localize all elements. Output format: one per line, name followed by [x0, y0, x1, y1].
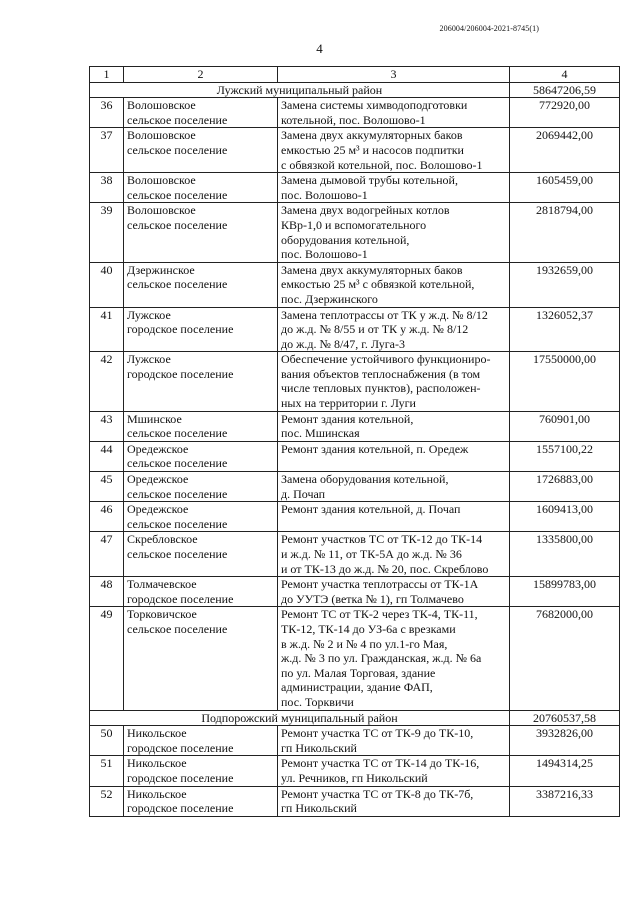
description-line: вания объектов теплоснабжения (в том	[281, 366, 481, 381]
description-line: ных на территории г. Луги	[281, 396, 416, 411]
description-cell	[278, 203, 510, 262]
table-row	[90, 307, 620, 352]
description-cell	[278, 607, 510, 710]
description-line: и ж.д. № 11, от ТК-5А до ж.д. № 36	[281, 547, 462, 561]
settlement-line: Оредежское	[127, 441, 189, 456]
row-number: 51	[90, 756, 124, 786]
amount-cell: 1609413,00	[510, 502, 620, 532]
description-cell	[278, 352, 510, 411]
row-number: 52	[90, 786, 124, 816]
amount-cell: 1605459,00	[510, 173, 620, 203]
row-number: 37	[90, 128, 124, 173]
description-line: Замена двух аккумуляторных баков	[281, 128, 463, 143]
amount-cell: 3387216,33	[510, 786, 620, 816]
settlement-cell	[124, 128, 278, 173]
table-row	[90, 128, 620, 173]
description-line: Замена двух аккумуляторных баков	[281, 262, 463, 277]
description-line: пос. Волошово-1	[281, 187, 368, 202]
settlement-line: Скребловское	[127, 532, 198, 547]
description-cell	[278, 726, 510, 756]
settlement-cell	[124, 756, 278, 786]
description-line: Обеспечение устойчивого функциониро-	[281, 352, 491, 367]
row-number: 36	[90, 98, 124, 128]
settlement-cell	[124, 607, 278, 710]
description-line: емкостью 25 м³ с обвязкой котельной,	[281, 277, 475, 292]
settlement-line: сельское поселение	[127, 516, 228, 531]
settlement-line: Оредежское	[127, 502, 189, 517]
settlement-line: Волошовское	[127, 128, 196, 143]
header-cell-3: 3	[278, 67, 510, 83]
row-number: 43	[90, 411, 124, 441]
settlement-line: Дзержинское	[127, 262, 195, 277]
description-cell	[278, 173, 510, 203]
description-cell	[278, 307, 510, 352]
district-amount: 20760537,58	[510, 710, 620, 726]
description-line: пос. Торквичи	[281, 694, 354, 709]
description-cell	[278, 756, 510, 786]
description-line: ул. Речников, гп Никольский	[281, 770, 428, 785]
amount-cell: 1326052,37	[510, 307, 620, 352]
table-row	[90, 441, 620, 471]
settlement-cell	[124, 307, 278, 352]
table-row	[90, 411, 620, 441]
description-line: в ж.д. № 2 и № 4 по ул.1-го Мая,	[281, 636, 448, 651]
table-row	[90, 726, 620, 756]
description-line: до ж.д. № 8/55 и от ТК у ж.д. № 8/12	[281, 322, 469, 337]
row-number: 48	[90, 577, 124, 607]
amount-cell: 15899783,00	[510, 577, 620, 607]
description-line: Замена системы химводоподготовки	[281, 98, 468, 113]
district-name: Лужский муниципальный район	[90, 82, 510, 98]
description-line: Ремонт участка ТС от ТК-8 до ТК-7б,	[281, 786, 474, 801]
amount-cell: 1932659,00	[510, 262, 620, 307]
row-number: 42	[90, 352, 124, 411]
settlement-line: сельское поселение	[127, 217, 228, 232]
description-line: КВр-1,0 и вспомогательного	[281, 217, 427, 232]
header-cell-2: 2	[124, 67, 278, 83]
settlement-line: городское поселение	[127, 740, 234, 755]
table-row	[90, 786, 620, 816]
description-line: Замена двух водогрейных котлов	[281, 203, 450, 218]
district-name: Подпорожский муниципальный район	[90, 710, 510, 726]
description-cell	[278, 532, 510, 577]
settlement-line: Толмачевское	[127, 577, 197, 592]
settlement-cell	[124, 203, 278, 262]
settlement-line: Оредежское	[127, 472, 189, 487]
description-line: и от ТК-13 до ж.д. № 20, пос. Скреблово	[281, 561, 489, 576]
amount-cell: 1557100,22	[510, 441, 620, 471]
amount-cell: 3932826,00	[510, 726, 620, 756]
settlement-line: сельское поселение	[127, 187, 228, 202]
page-number: 4	[316, 41, 323, 56]
description-cell	[278, 411, 510, 441]
header-cell-1: 1	[90, 67, 124, 83]
description-line: до ж.д. № 8/47, г. Луга-3	[281, 336, 405, 351]
settlement-line: Мшинское	[127, 411, 182, 426]
table-row	[90, 756, 620, 786]
row-number: 40	[90, 262, 124, 307]
settlement-line: сельское поселение	[127, 621, 228, 636]
settlement-line: Никольское	[127, 756, 187, 771]
settlement-cell	[124, 411, 278, 441]
description-line: Ремонт участка ТС от ТК-14 до ТК-16,	[281, 756, 480, 771]
description-line: числе тепловых пунктов), расположен-	[281, 381, 481, 396]
description-cell	[278, 98, 510, 128]
row-number: 44	[90, 441, 124, 471]
row-number: 47	[90, 532, 124, 577]
settlement-line: Волошовское	[127, 98, 196, 113]
description-line: Ремонт здания котельной,	[281, 411, 414, 426]
amount-cell: 2818794,00	[510, 203, 620, 262]
description-line: Ремонт здания котельной, д. Почап	[281, 502, 461, 517]
settlement-line: Никольское	[127, 786, 187, 801]
table-row	[90, 173, 620, 203]
description-line: котельной, пос. Волошово-1	[281, 112, 426, 127]
district-row	[90, 82, 620, 98]
settlement-line: городское поселение	[127, 366, 234, 381]
funding-table	[89, 66, 620, 817]
settlement-line: Лужское	[127, 352, 171, 367]
description-line: оборудования котельной,	[281, 232, 410, 247]
settlement-cell	[124, 262, 278, 307]
description-line: Ремонт ТС от ТК-2 через ТК-4, ТК-11,	[281, 607, 478, 622]
description-line: ж.д. № 3 по ул. Гражданская, ж.д. № 6а	[281, 651, 482, 666]
table-row	[90, 352, 620, 411]
settlement-cell	[124, 173, 278, 203]
settlement-line: городское поселение	[127, 322, 234, 337]
amount-cell: 760901,00	[510, 411, 620, 441]
description-line: д. Почап	[281, 486, 326, 501]
settlement-cell	[124, 502, 278, 532]
amount-cell: 1494314,25	[510, 756, 620, 786]
description-cell	[278, 502, 510, 532]
district-row	[90, 710, 620, 726]
settlement-line: сельское поселение	[127, 426, 228, 441]
settlement-cell	[124, 352, 278, 411]
description-line: Ремонт участков ТС от ТК-12 до ТК-14	[281, 532, 483, 547]
table-row	[90, 98, 620, 128]
amount-cell: 1335800,00	[510, 532, 620, 577]
settlement-line: сельское поселение	[127, 456, 228, 471]
settlement-line: сельское поселение	[127, 112, 228, 127]
description-line: Ремонт участка теплотрассы от ТК-1А	[281, 577, 479, 592]
description-line: до УУТЭ (ветка № 1), гп Толмачево	[281, 591, 464, 606]
row-number: 41	[90, 307, 124, 352]
settlement-line: сельское поселение	[127, 547, 228, 561]
amount-cell: 1726883,00	[510, 472, 620, 502]
description-cell	[278, 441, 510, 471]
amount-cell: 7682000,00	[510, 607, 620, 710]
header-cell-4: 4	[510, 67, 620, 83]
table-row	[90, 577, 620, 607]
settlement-line: сельское поселение	[127, 142, 228, 157]
table-row	[90, 472, 620, 502]
row-number: 38	[90, 173, 124, 203]
document-code: 206004/206004-2021-8745(1)	[439, 24, 539, 33]
settlement-cell	[124, 441, 278, 471]
settlement-line: городское поселение	[127, 591, 234, 606]
settlement-cell	[124, 786, 278, 816]
description-line: емкостью 25 м³ и насосов подпитки	[281, 142, 464, 157]
description-cell	[278, 472, 510, 502]
description-line: пос. Мшинская	[281, 426, 360, 441]
description-cell	[278, 786, 510, 816]
settlement-line: Лужское	[127, 307, 171, 322]
settlement-line: Никольское	[127, 726, 187, 741]
table-body	[90, 67, 620, 817]
description-line: администрации, здание ФАП,	[281, 680, 433, 695]
settlement-cell	[124, 472, 278, 502]
description-line: пос. Дзержинского	[281, 291, 378, 306]
description-cell	[278, 262, 510, 307]
settlement-line: Волошовское	[127, 203, 196, 218]
amount-cell: 2069442,00	[510, 128, 620, 173]
table-header-row	[90, 67, 620, 83]
settlement-cell	[124, 577, 278, 607]
row-number: 46	[90, 502, 124, 532]
description-line: по ул. Малая Торговая, здание	[281, 665, 436, 680]
description-line: Ремонт здания котельной, п. Оредеж	[281, 441, 469, 456]
table-row	[90, 532, 620, 577]
amount-cell: 17550000,00	[510, 352, 620, 411]
settlement-cell	[124, 726, 278, 756]
description-cell	[278, 128, 510, 173]
description-line: гп Никольский	[281, 740, 357, 755]
settlement-line: городское поселение	[127, 801, 234, 816]
table-row	[90, 203, 620, 262]
settlement-cell	[124, 532, 278, 577]
table-row	[90, 607, 620, 710]
description-line: пос. Волошово-1	[281, 247, 368, 262]
description-line: гп Никольский	[281, 801, 357, 816]
description-line: Замена оборудования котельной,	[281, 472, 449, 487]
description-line: с обвязкой котельной, пос. Волошово-1	[281, 157, 483, 172]
description-line: Замена дымовой трубы котельной,	[281, 173, 458, 188]
settlement-line: сельское поселение	[127, 486, 228, 501]
settlement-line: Волошовское	[127, 173, 196, 188]
table-row	[90, 262, 620, 307]
row-number: 49	[90, 607, 124, 710]
row-number: 45	[90, 472, 124, 502]
settlement-line: городское поселение	[127, 770, 234, 785]
district-amount: 58647206,59	[510, 82, 620, 98]
description-cell	[278, 577, 510, 607]
table-row	[90, 502, 620, 532]
description-line: Замена теплотрассы от ТК у ж.д. № 8/12	[281, 307, 488, 322]
description-line: Ремонт участка ТС от ТК-9 до ТК-10,	[281, 726, 474, 741]
description-line: ТК-12, ТК-14 до УЗ-6а с врезками	[281, 621, 456, 636]
settlement-line: сельское поселение	[127, 277, 228, 292]
settlement-cell	[124, 98, 278, 128]
row-number: 50	[90, 726, 124, 756]
settlement-line: Торковичское	[127, 607, 197, 622]
row-number: 39	[90, 203, 124, 262]
amount-cell: 772920,00	[510, 98, 620, 128]
